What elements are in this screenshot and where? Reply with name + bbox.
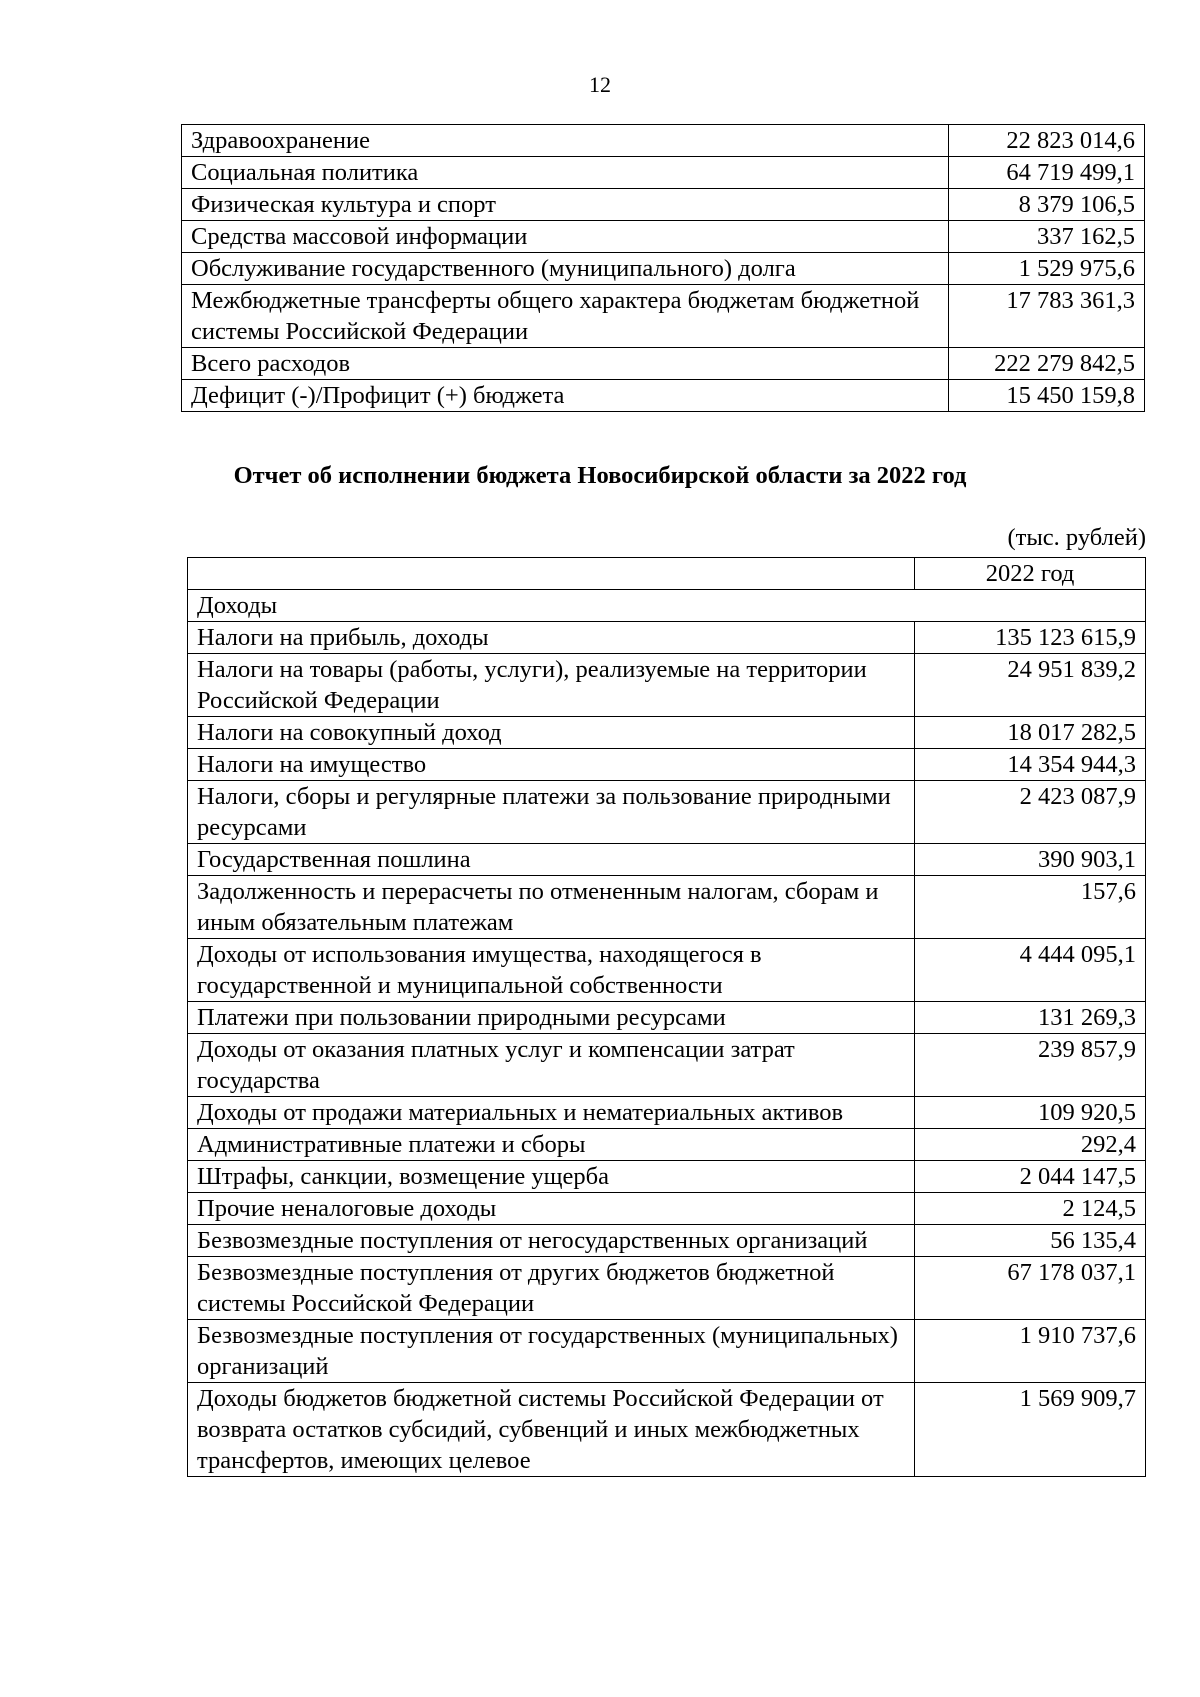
row-label-cell: Здравоохранение (182, 125, 949, 157)
table-row (182, 125, 1145, 157)
row-label-cell: Административные платежи и сборы (188, 1129, 915, 1161)
table-row (182, 157, 1145, 189)
units-label: (тыс. рублей) (1007, 524, 1146, 551)
table-row (188, 1097, 1146, 1129)
row-value-cell: 157,6 (915, 876, 1146, 939)
row-value-cell: 67 178 037,1 (915, 1257, 1146, 1320)
row-label-cell: Межбюджетные трансферты общего характера бюджетам бюджетной системы Российской Федерации (182, 285, 949, 348)
row-value-cell: 22 823 014,6 (949, 125, 1145, 157)
expenses-table-body (182, 125, 1145, 412)
row-value-cell: 2 423 087,9 (915, 781, 1146, 844)
row-value-cell: 109 920,5 (915, 1097, 1146, 1129)
table-row (182, 189, 1145, 221)
row-label-cell: Доходы от продажи материальных и нематериальных активов (188, 1097, 915, 1129)
row-value-cell: 15 450 159,8 (949, 380, 1145, 412)
row-label-cell: Задолженность и перерасчеты по отмененным налогам, сборам и иным обязательным платежам (188, 876, 915, 939)
row-value-cell: 18 017 282,5 (915, 717, 1146, 749)
row-label-cell: Прочие неналоговые доходы (188, 1193, 915, 1225)
section-row (188, 590, 1146, 622)
section-label-cell: Доходы (188, 590, 1146, 622)
table-row (188, 1193, 1146, 1225)
table-row (188, 876, 1146, 939)
table-row (182, 285, 1145, 348)
expenses-table (181, 124, 1145, 412)
table-row (188, 1129, 1146, 1161)
table-row (188, 781, 1146, 844)
row-value-cell: 337 162,5 (949, 221, 1145, 253)
row-label-cell: Социальная политика (182, 157, 949, 189)
report-title: Отчет об исполнении бюджета Новосибирской области за 2022 год (233, 462, 967, 489)
row-value-cell: 131 269,3 (915, 1002, 1146, 1034)
page-number: 12 (589, 72, 611, 97)
table-row (188, 1257, 1146, 1320)
report-header-row (188, 558, 1146, 590)
row-value-cell: 1 529 975,6 (949, 253, 1145, 285)
table-row (188, 1225, 1146, 1257)
row-label-cell: Средства массовой информации (182, 221, 949, 253)
row-label-cell: Всего расходов (182, 348, 949, 380)
row-value-cell: 222 279 842,5 (949, 348, 1145, 380)
table-row (188, 1034, 1146, 1097)
row-label-cell: Налоги на имущество (188, 749, 915, 781)
row-label-cell: Дефицит (-)/Профицит (+) бюджета (182, 380, 949, 412)
table-row (188, 654, 1146, 717)
row-label-cell: Платежи при пользовании природными ресурсами (188, 1002, 915, 1034)
row-value-cell: 56 135,4 (915, 1225, 1146, 1257)
row-value-cell: 14 354 944,3 (915, 749, 1146, 781)
report-table-body (188, 558, 1146, 1477)
row-value-cell: 24 951 839,2 (915, 654, 1146, 717)
row-value-cell: 135 123 615,9 (915, 622, 1146, 654)
row-label-cell: Безвозмездные поступления от государственных (муниципальных) организаций (188, 1320, 915, 1383)
table-row (182, 221, 1145, 253)
row-label-cell: Доходы от использования имущества, находящегося в государственной и муниципальной собственности (188, 939, 915, 1002)
row-value-cell: 390 903,1 (915, 844, 1146, 876)
row-label-cell: Налоги, сборы и регулярные платежи за пользование природными ресурсами (188, 781, 915, 844)
row-value-cell: 1 569 909,7 (915, 1383, 1146, 1477)
table-row (188, 717, 1146, 749)
row-value-cell: 1 910 737,6 (915, 1320, 1146, 1383)
row-value-cell: 64 719 499,1 (949, 157, 1145, 189)
table-row (182, 380, 1145, 412)
row-value-cell: 239 857,9 (915, 1034, 1146, 1097)
row-value-cell: 17 783 361,3 (949, 285, 1145, 348)
table-row (188, 749, 1146, 781)
table-row (188, 1383, 1146, 1477)
year-header-cell: 2022 год (915, 558, 1146, 590)
report-table (187, 557, 1146, 1477)
row-label-cell: Налоги на совокупный доход (188, 717, 915, 749)
row-label-cell: Доходы от оказания платных услуг и компенсации затрат государства (188, 1034, 915, 1097)
row-value-cell: 4 444 095,1 (915, 939, 1146, 1002)
row-value-cell: 2 044 147,5 (915, 1161, 1146, 1193)
table-row (182, 348, 1145, 380)
row-label-cell: Налоги на прибыль, доходы (188, 622, 915, 654)
row-label-cell: Безвозмездные поступления от других бюджетов бюджетной системы Российской Федерации (188, 1257, 915, 1320)
table-row (188, 939, 1146, 1002)
row-value-cell: 2 124,5 (915, 1193, 1146, 1225)
row-label-cell: Безвозмездные поступления от негосударственных организаций (188, 1225, 915, 1257)
table-row (188, 622, 1146, 654)
row-label-cell: Физическая культура и спорт (182, 189, 949, 221)
row-label-cell: Налоги на товары (работы, услуги), реализуемые на территории Российской Федерации (188, 654, 915, 717)
row-value-cell: 292,4 (915, 1129, 1146, 1161)
row-label-cell: Доходы бюджетов бюджетной системы Российской Федерации от возврата остатков субсидий, субвенций и иных межбюджетных трансфертов, имеющих целевое (188, 1383, 915, 1477)
row-label-cell: Государственная пошлина (188, 844, 915, 876)
table-row (188, 1320, 1146, 1383)
table-row (188, 1002, 1146, 1034)
row-value-cell: 8 379 106,5 (949, 189, 1145, 221)
table-row (182, 253, 1145, 285)
row-label-cell: Обслуживание государственного (муниципального) долга (182, 253, 949, 285)
table-row (188, 1161, 1146, 1193)
row-label-cell: Штрафы, санкции, возмещение ущерба (188, 1161, 915, 1193)
header-empty-cell (188, 558, 915, 590)
table-row (188, 844, 1146, 876)
